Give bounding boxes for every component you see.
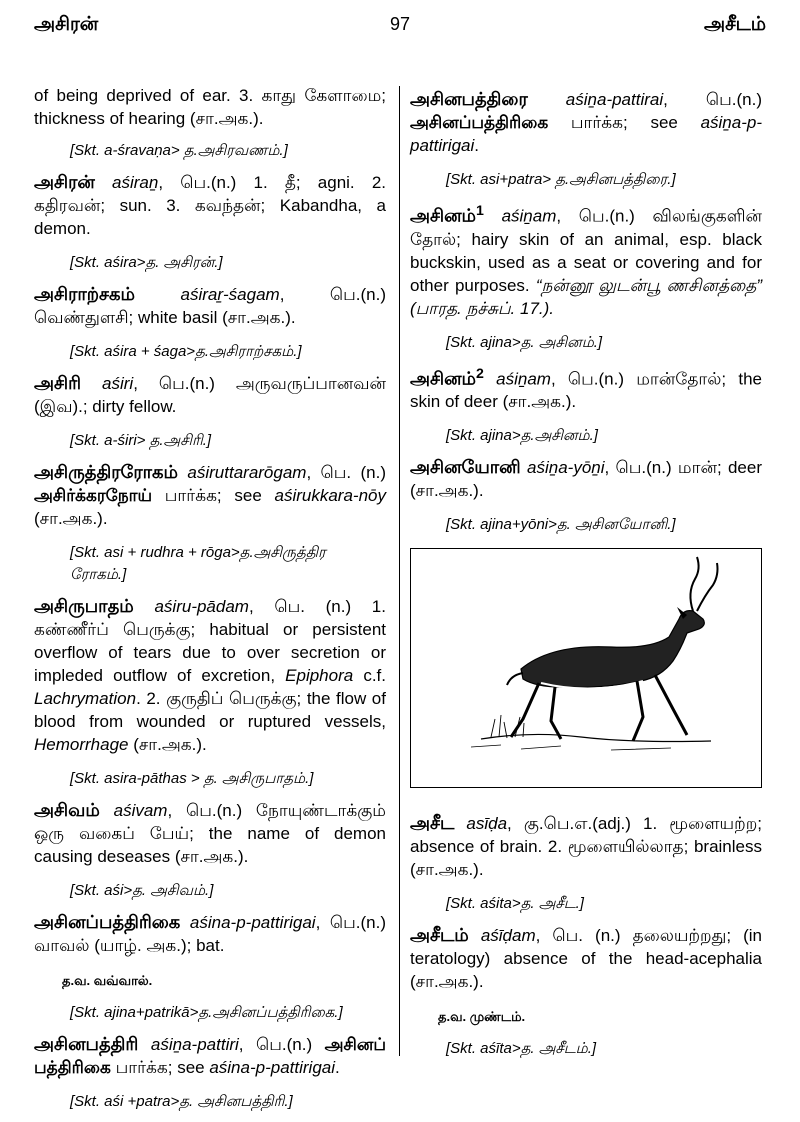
etymology: [Skt. ajina>த. அசினம்.]	[446, 333, 603, 351]
headword: அசிருத்திரரோகம்	[34, 462, 179, 482]
definition: , பெ.(n.) விலங்குகளின் தோல்; hairy skin of an animal, esp. black buckskin, used as a seat or covering and for other purposes.	[410, 206, 762, 295]
blackbuck-illustration	[410, 548, 762, 788]
headword: அசினபத்திரை	[410, 89, 528, 109]
transliteration: aśiṉa-pattirai	[565, 90, 664, 109]
headword: அசிரி	[34, 373, 82, 393]
see-reference: aśiṉa-p-pattirigai	[410, 113, 762, 155]
page-header	[34, 8, 766, 38]
etymology: [Skt. asira-pāthas > த. அசிருபாதம்.]	[70, 770, 314, 787]
etymology: [Skt. ajina+yōni>த. அசினயோனி.]	[446, 516, 676, 534]
definition: , பெ. (n.) 1. கண்ணீர்ப் பெருக்கு; habitual or persistent overflow of tears due to over secretion or impleded outflow of excretion,	[34, 597, 386, 685]
etymology: [Skt. aśita>த. அசீட.]	[446, 895, 584, 913]
transliteration: aśīḍam	[480, 926, 536, 946]
headword: அசிரன்	[34, 172, 95, 192]
antelope-drawing	[411, 549, 763, 789]
headword: அசினம்	[410, 205, 477, 226]
transliteration: aśina-p-pattirigai	[189, 913, 316, 932]
quotation: “நன்னூ லுடன்பூ ணசினத்தை” (பாரத. நச்சுப். 17.).	[410, 275, 762, 318]
transliteration: aśiruttararōgam	[187, 463, 307, 482]
etymology: [Skt. aśira>த. அசிரன்.]	[70, 254, 223, 271]
definition: , பெ.(n.)	[663, 90, 762, 109]
dictionary-entry	[34, 799, 386, 868]
dictionary-entry	[34, 372, 386, 418]
cross-reference: அசிர்க்கரநோய்	[34, 486, 153, 505]
etymology: [Skt. aśīta>த. அசீடம்.]	[446, 1040, 597, 1058]
definition: , பெ.(n.) மான்; deer (சா.அக.).	[410, 458, 762, 501]
dictionary-entry	[410, 456, 762, 502]
transliteration: aśiraṟ-śagam	[180, 285, 280, 304]
headword: அசிவம்	[34, 800, 100, 820]
dictionary-entry	[34, 283, 386, 329]
transliteration: aśiraṉ	[112, 173, 159, 192]
definition: (சா.அக.).	[128, 735, 207, 754]
transliteration: aśivam	[113, 801, 168, 820]
tamil-word-note: த.வ. வவ்வால்.	[62, 973, 153, 988]
definition: , பெ.(n.) 1. தீ; agni. 2. கதிரவன்; sun. 3. கவந்தன்; Kabandha, a demon.	[34, 173, 386, 238]
definition: , பெ.(n.)	[238, 1035, 325, 1054]
etymology: [Skt. ajina+patrikā>த.அசினப்பத்திரிகை.]	[70, 1004, 343, 1021]
definition: .	[474, 136, 479, 155]
term: Epiphora	[285, 666, 354, 685]
headword: அசினம்	[410, 368, 477, 389]
headword: அசிருபாதம்	[34, 596, 134, 616]
dictionary-entry	[410, 924, 762, 993]
etymology: [Skt. ajina>த.அசினம்.]	[446, 427, 598, 445]
definition: c.f.	[353, 666, 386, 685]
definition: , பெ.(n.) நோயுண்டாக்கும் ஒரு வகைப் பேய்; the name of demon causing deseases (சா.அக.).	[34, 801, 386, 866]
transliteration: aśiṉa-yōṉi	[527, 458, 605, 478]
etymology: [Skt. asi + rudhra + rōga>த.அசிருத்திர ரோகம்.]	[70, 544, 326, 583]
transliteration: asīḍa	[466, 814, 508, 834]
page-number: 97	[389, 14, 411, 34]
transliteration: aśiri	[102, 374, 134, 393]
definition: , பெ.(n.) வாவல் (யாழ். அக.); bat.	[34, 913, 386, 955]
etymology: [Skt. a-śiri> த.அசிரி.]	[70, 432, 212, 449]
definition: , பெ.(n.) வெண்துளசி; white basil (சா.அக.).	[34, 285, 386, 327]
headword: அசிராற்சகம்	[34, 284, 136, 304]
headword: அசினயோனி	[410, 457, 521, 478]
term: Lachrymation	[34, 689, 137, 708]
column-divider	[399, 86, 400, 1056]
definition: பார்க்க; see	[548, 113, 701, 132]
etymology: [Skt. aśi>த. அசிவம்.]	[70, 882, 214, 899]
definition: .	[335, 1058, 340, 1077]
dictionary-entry	[34, 595, 386, 756]
definition: பார்க்க; see	[152, 486, 275, 505]
see-reference: aśina-p-pattirigai	[209, 1058, 336, 1077]
see-reference: aśirukkara-nōy	[274, 486, 386, 505]
dictionary-entry	[34, 461, 386, 530]
headword: அசினப்பத்திரிகை	[34, 912, 181, 932]
etymology: [Skt. aśi +patra>த. அசினபத்திரி.]	[70, 1093, 293, 1110]
headword: அசீட	[410, 813, 455, 834]
right-column	[410, 88, 762, 1069]
term: Hemorrhage	[34, 735, 129, 754]
tamil-word-note: த.வ. முண்டம்.	[438, 1009, 526, 1025]
etymology: [Skt. a-śravaṇa> த.அசிரவணம்.]	[70, 142, 288, 159]
running-head-left: அசிரன்	[34, 14, 99, 35]
definition: , பெ.(n.) அருவருப்பானவன் (இவ).; dirty fellow.	[34, 374, 386, 416]
transliteration: aśiru-pādam	[154, 597, 249, 616]
left-column	[34, 84, 386, 1122]
etymology: [Skt. aśira + śaga>த.அசிராற்சகம்.]	[70, 343, 302, 360]
cross-reference: அசினப் பத்திரிகை	[34, 1035, 386, 1077]
dictionary-entry	[34, 911, 386, 957]
running-head-right: அசீடம்	[703, 14, 766, 35]
homonym-number: 2	[476, 365, 484, 382]
dictionary-entry	[34, 171, 386, 240]
transliteration: aśiṉam	[496, 369, 551, 389]
headword: அசினபத்திரி	[34, 1034, 139, 1054]
transliteration: aśiṉam	[501, 206, 557, 226]
definition: , பெ.(n.) மான்தோல்; the skin of deer (சா.அக.).	[410, 369, 762, 412]
dictionary-entry	[410, 88, 762, 157]
definition: , பெ. (n.)	[306, 463, 386, 482]
definition: . 2. குருதிப் பெருக்கு; the flow of blood from wounded or ruptured vessels,	[34, 689, 386, 731]
dictionary-entry	[410, 363, 762, 414]
homonym-number: 1	[476, 203, 484, 219]
headword: அசீடம்	[410, 925, 469, 946]
dictionary-entry	[410, 200, 762, 320]
definition: (சா.அக.).	[34, 509, 108, 528]
definition: பார்க்க; see	[110, 1058, 210, 1077]
definition: , பெ. (n.) தலையற்றது; (in teratology) absence of the head-acephalia (சா.அக.).	[410, 926, 762, 992]
continued-entry: of being deprived of ear. 3. காது கேளாமை; thickness of hearing (சா.அக.).	[34, 86, 386, 128]
transliteration: aśiṉa-pattiri	[150, 1035, 239, 1054]
dictionary-entry	[410, 812, 762, 881]
cross-reference: அசினப்பத்திரிகை	[410, 113, 549, 132]
dictionary-entry	[34, 1033, 386, 1079]
etymology: [Skt. asi+patra> த.அசினபத்திரை.]	[446, 171, 676, 188]
definition: , கு.பெ.எ.(adj.) 1. மூளையற்ற; absence of brain. 2. மூளையில்லாத; brainless (சா.அக.).	[410, 814, 762, 880]
